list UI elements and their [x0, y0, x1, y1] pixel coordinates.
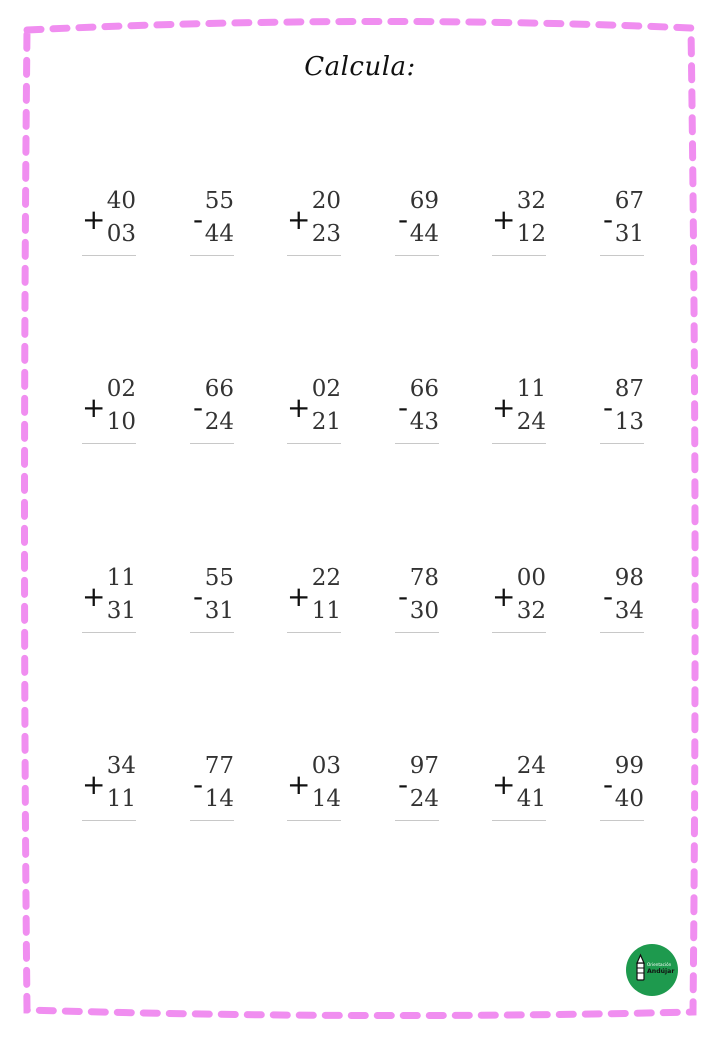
- operation-problem: [492, 563, 546, 643]
- top-number: 55: [204, 188, 234, 214]
- answer-line: [395, 820, 439, 821]
- plus-sign: +: [492, 768, 516, 801]
- bottom-number: 34: [614, 598, 644, 624]
- minus-sign: -: [603, 768, 614, 801]
- minus-sign: -: [603, 203, 614, 236]
- operation-problem: [600, 374, 644, 454]
- top-number: 69: [409, 188, 439, 214]
- bottom-number: 41: [516, 786, 546, 812]
- answer-line: [190, 443, 234, 444]
- plus-sign: +: [82, 203, 106, 236]
- minus-sign: -: [193, 580, 204, 613]
- bottom-number: 32: [516, 598, 546, 624]
- top-number: 40: [106, 188, 136, 214]
- bottom-number: 31: [204, 598, 234, 624]
- bottom-number: 24: [204, 409, 234, 435]
- top-number: 02: [311, 376, 341, 402]
- top-number: 02: [106, 376, 136, 402]
- bottom-number: 44: [204, 221, 234, 247]
- operation-problem: [395, 751, 439, 831]
- operation-problem: [190, 374, 234, 454]
- bottom-number: 40: [614, 786, 644, 812]
- top-number: 99: [614, 753, 644, 779]
- top-number: 11: [516, 376, 546, 402]
- operation-problem: [395, 186, 439, 266]
- top-number: 66: [204, 376, 234, 402]
- bottom-number: 11: [106, 786, 136, 812]
- answer-line: [492, 820, 546, 821]
- minus-sign: -: [603, 391, 614, 424]
- operation-problem: [287, 751, 341, 831]
- bottom-number: 13: [614, 409, 644, 435]
- operation-problem: [600, 751, 644, 831]
- top-number: 00: [516, 565, 546, 591]
- operation-problem: [492, 751, 546, 831]
- answer-line: [287, 632, 341, 633]
- top-number: 98: [614, 565, 644, 591]
- operation-problem: [395, 563, 439, 643]
- plus-sign: +: [287, 203, 311, 236]
- operation-problem: [82, 186, 136, 266]
- answer-line: [600, 255, 644, 256]
- bottom-number: 24: [409, 786, 439, 812]
- bottom-number: 24: [516, 409, 546, 435]
- minus-sign: -: [398, 203, 409, 236]
- plus-sign: +: [82, 580, 106, 613]
- operation-problem: [492, 186, 546, 266]
- plus-sign: +: [492, 391, 516, 424]
- bottom-number: 30: [409, 598, 439, 624]
- top-number: 24: [516, 753, 546, 779]
- minus-sign: -: [193, 203, 204, 236]
- bottom-number: 10: [106, 409, 136, 435]
- answer-line: [600, 820, 644, 821]
- operation-problem: [287, 563, 341, 643]
- top-number: 03: [311, 753, 341, 779]
- operation-problem: [190, 751, 234, 831]
- bottom-number: 21: [311, 409, 341, 435]
- answer-line: [492, 632, 546, 633]
- answer-line: [190, 820, 234, 821]
- operation-problem: [600, 186, 644, 266]
- bottom-number: 12: [516, 221, 546, 247]
- operation-problem: [190, 563, 234, 643]
- operation-problem: [492, 374, 546, 454]
- top-number: 22: [311, 565, 341, 591]
- answer-line: [395, 255, 439, 256]
- bottom-number: 31: [106, 598, 136, 624]
- top-number: 78: [409, 565, 439, 591]
- bottom-number: 14: [204, 786, 234, 812]
- answer-line: [82, 255, 136, 256]
- logo-text-line2: Andújar: [647, 968, 675, 975]
- answer-line: [287, 255, 341, 256]
- plus-sign: +: [287, 391, 311, 424]
- plus-sign: +: [287, 580, 311, 613]
- top-number: 77: [204, 753, 234, 779]
- top-number: 32: [516, 188, 546, 214]
- answer-line: [190, 255, 234, 256]
- top-number: 34: [106, 753, 136, 779]
- operation-problem: [395, 374, 439, 454]
- bottom-number: 31: [614, 221, 644, 247]
- logo: [626, 944, 678, 996]
- operation-problem: [82, 563, 136, 643]
- top-number: 20: [311, 188, 341, 214]
- page-title: Calcula:: [304, 52, 416, 82]
- answer-line: [82, 443, 136, 444]
- answer-line: [287, 443, 341, 444]
- answer-line: [82, 632, 136, 633]
- top-number: 55: [204, 565, 234, 591]
- operation-problem: [287, 374, 341, 454]
- plus-sign: +: [82, 768, 106, 801]
- minus-sign: -: [603, 580, 614, 613]
- minus-sign: -: [193, 391, 204, 424]
- top-number: 11: [106, 565, 136, 591]
- top-number: 87: [614, 376, 644, 402]
- operation-problem: [82, 751, 136, 831]
- bottom-number: 23: [311, 221, 341, 247]
- operation-problem: [600, 563, 644, 643]
- top-number: 97: [409, 753, 439, 779]
- answer-line: [492, 443, 546, 444]
- top-number: 67: [614, 188, 644, 214]
- answer-line: [287, 820, 341, 821]
- plus-sign: +: [287, 768, 311, 801]
- plus-sign: +: [492, 203, 516, 236]
- plus-sign: +: [492, 580, 516, 613]
- bottom-number: 11: [311, 598, 341, 624]
- operation-problem: [190, 186, 234, 266]
- operation-problem: [82, 374, 136, 454]
- answer-line: [395, 443, 439, 444]
- answer-line: [395, 632, 439, 633]
- answer-line: [190, 632, 234, 633]
- minus-sign: -: [193, 768, 204, 801]
- answer-line: [492, 255, 546, 256]
- logo-text-line1: Orientación: [647, 962, 672, 967]
- answer-line: [82, 820, 136, 821]
- bottom-number: 03: [106, 221, 136, 247]
- answer-line: [600, 443, 644, 444]
- answer-line: [600, 632, 644, 633]
- plus-sign: +: [82, 391, 106, 424]
- bottom-number: 44: [409, 221, 439, 247]
- top-number: 66: [409, 376, 439, 402]
- bottom-number: 14: [311, 786, 341, 812]
- operation-problem: [287, 186, 341, 266]
- bottom-number: 43: [409, 409, 439, 435]
- minus-sign: -: [398, 768, 409, 801]
- minus-sign: -: [398, 391, 409, 424]
- minus-sign: -: [398, 580, 409, 613]
